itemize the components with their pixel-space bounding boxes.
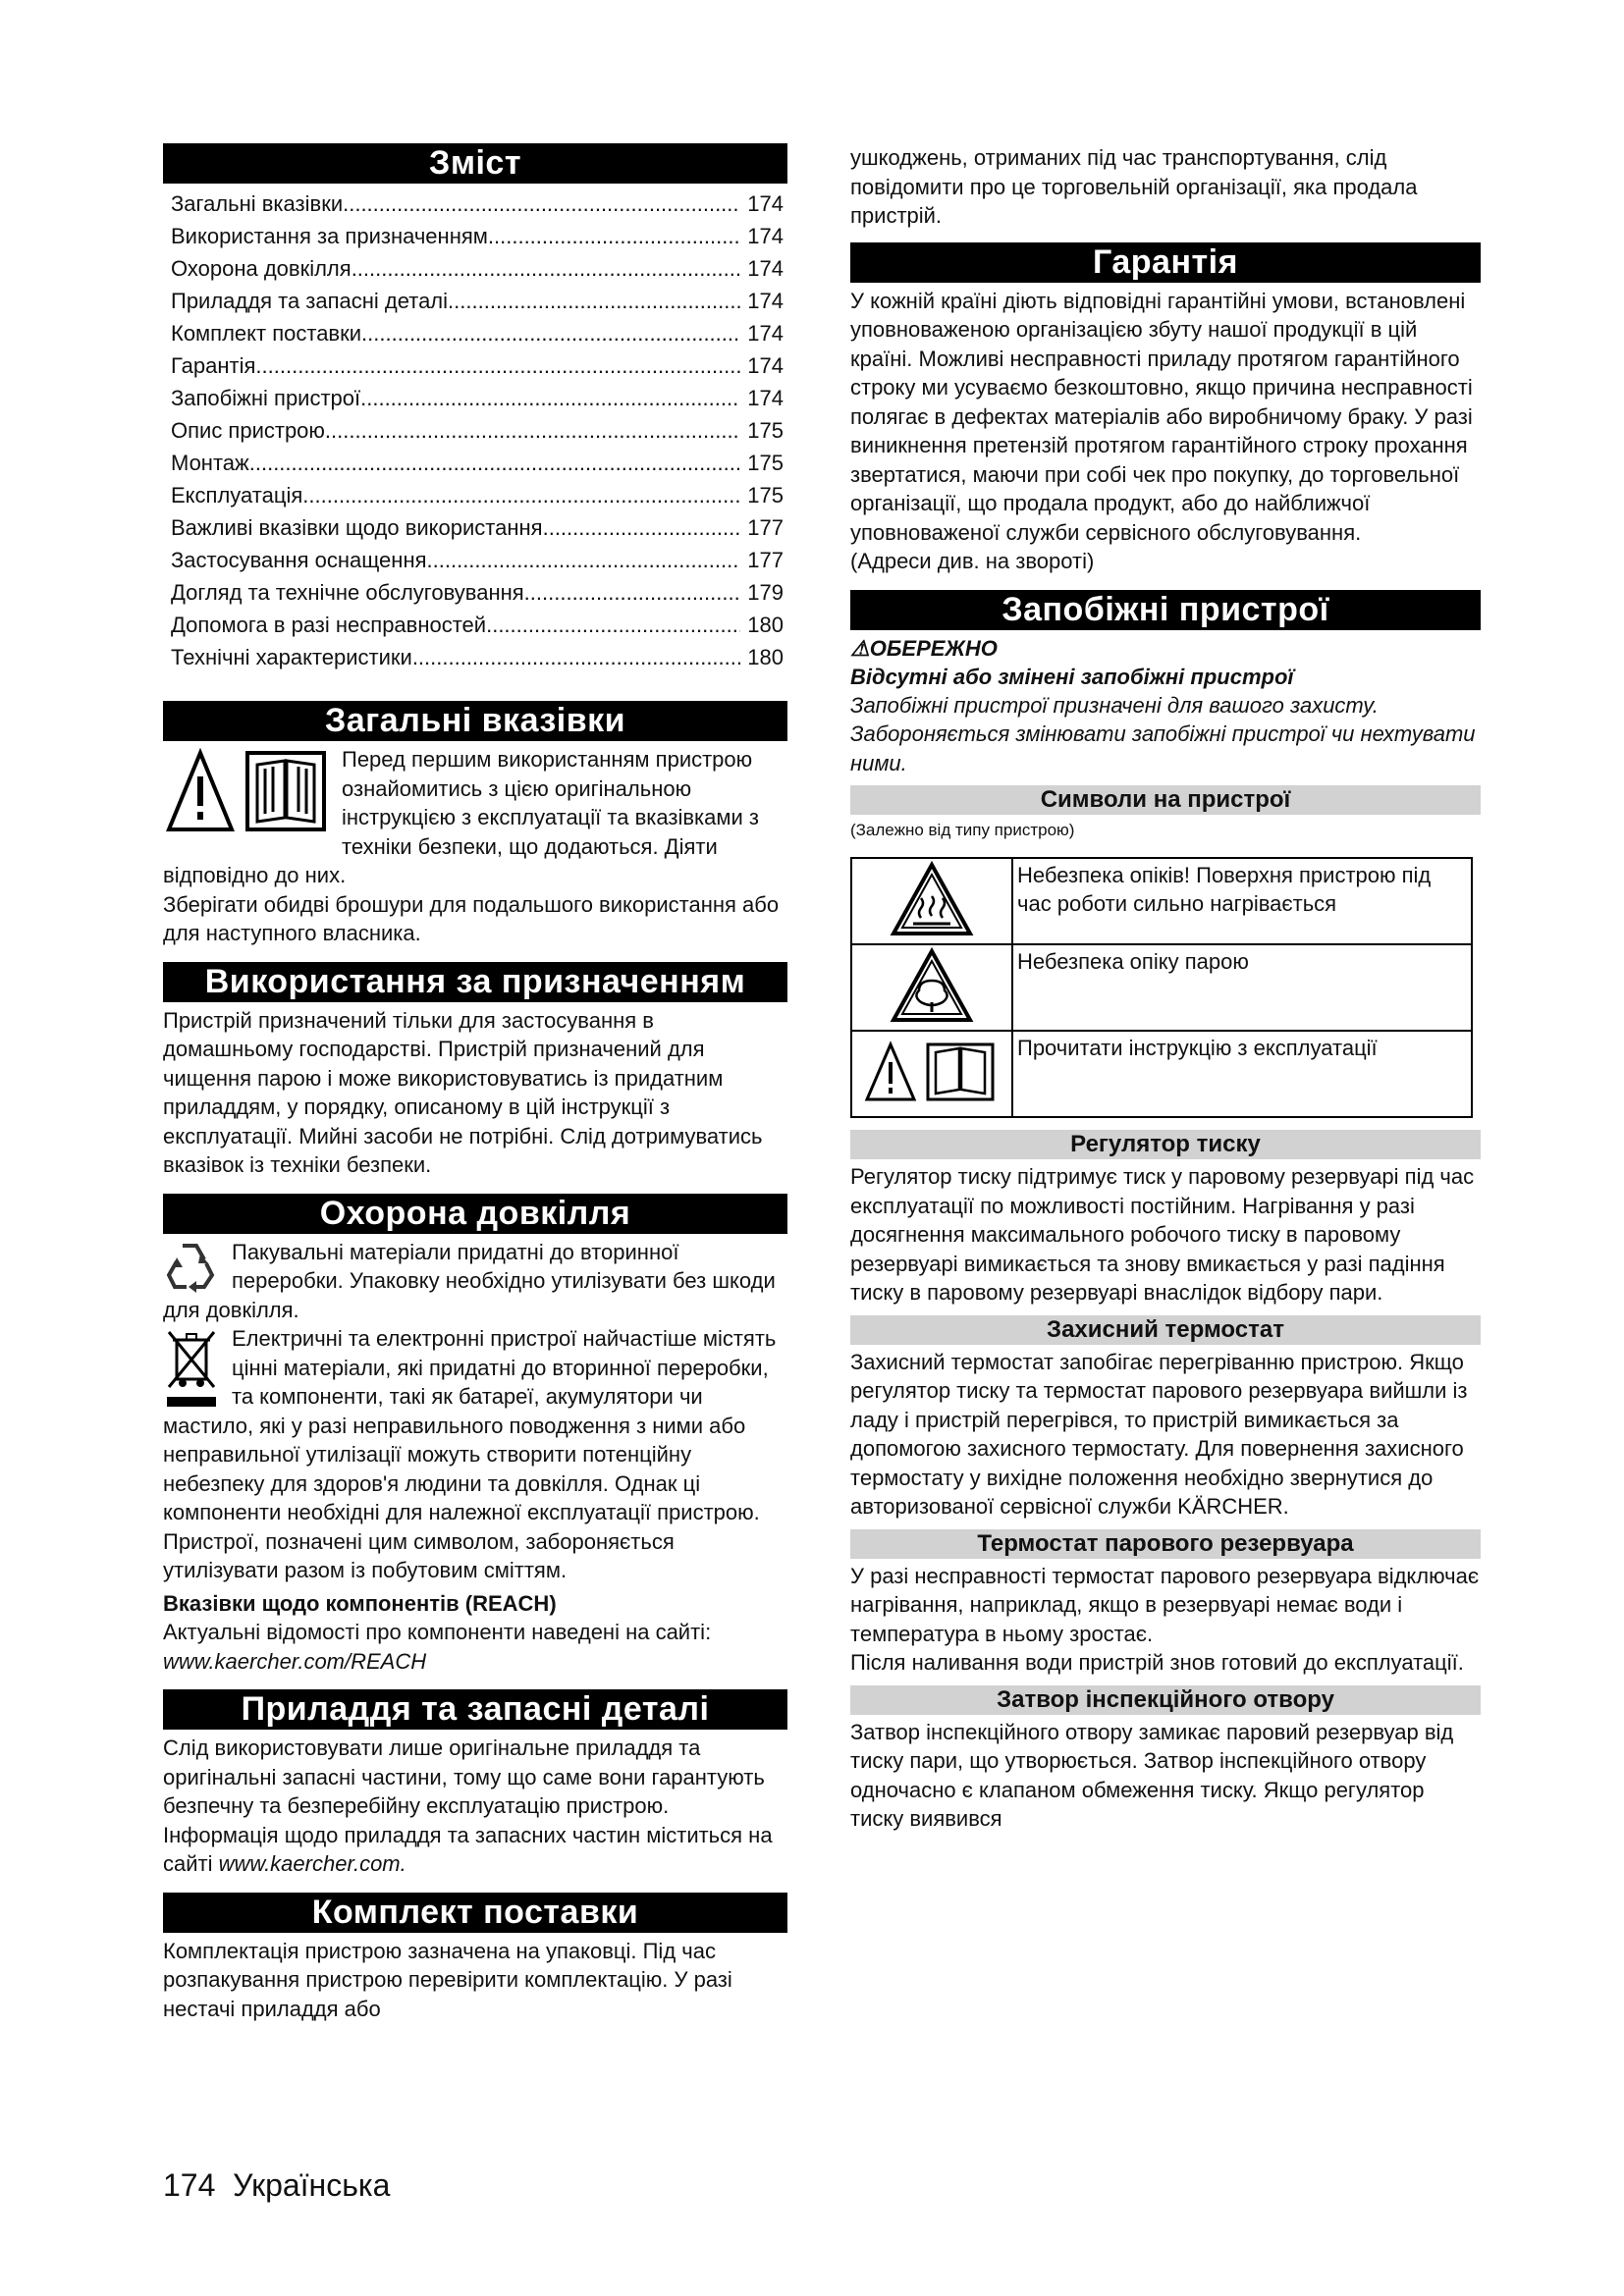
tank-thermostat-text-1: У разі несправності термостат парового резервуара відключає нагрівання, наприклад, якщо в резервуарі немає води і температура в ньому зростає. — [850, 1563, 1480, 1646]
missing-devices-title: Відсутні або змінені запобіжні пристрої — [850, 664, 1294, 689]
general-text-1: Перед першим використанням пристрою ознайомитись з цією оригінальною інструкцією з експлуатації та вказівками з техніки безпеки, що додаються. Діяти відповідно до них. — [163, 747, 759, 887]
safety-text: Запобіжні пристрої призначені для вашого захисту. Забороняється змінювати запобіжні пристрої чи нехтувати ними. — [850, 692, 1476, 775]
weee-bin-icon — [163, 1326, 220, 1411]
toc-label: Комплект поставки — [171, 321, 362, 346]
section-environment — [163, 1194, 787, 1677]
section-warranty — [850, 242, 1481, 576]
general-text-2: Зберігати обидві брошури для подальшого використання або для наступного власника. — [163, 891, 780, 945]
table-row — [851, 858, 1472, 944]
delivery-text: Комплектація пристрою зазначена на упаковці. Під час розпакування пристрою перевірити комплектацію. У разі нестачі приладдя або — [163, 1938, 732, 2021]
tank-thermostat-heading: Термостат парового резервуара — [850, 1529, 1481, 1559]
toc-page-number: 174 — [747, 224, 784, 248]
toc-row[interactable] — [171, 349, 787, 382]
safety-heading: Запобіжні пристрої — [850, 590, 1481, 630]
toc-leader — [427, 544, 740, 576]
recycle-icon — [163, 1238, 220, 1293]
footer-language: Українська — [233, 2167, 391, 2203]
toc-row[interactable] — [171, 285, 787, 317]
caution-text: ОБЕРЕЖНО — [869, 635, 998, 661]
toc-row[interactable] — [171, 609, 787, 641]
toc-page-number: 174 — [747, 289, 784, 313]
caution-label — [850, 634, 1481, 663]
toc-row[interactable] — [171, 447, 787, 479]
section-general — [163, 701, 787, 948]
toc-row[interactable] — [171, 382, 787, 414]
warranty-text: У кожній країні діють відповідні гарантійні умови, встановлені уповноваженою організацією збуту нашої продукції в цій країні. Можливі несправності приладу протягом гарантійного строку ми усуваємо безкоштовно, якщо причина несправності полягає в дефектах матеріалів або виробничому браку. У разі виникнення претензій протягом гарантійного строку прохання звертатися, маючи при собі чек про покупку, до торговельної організації, що продала продукт, або до найближчої уповноваженої служби сервісного обслуговування. — [850, 288, 1473, 545]
toc-leader — [486, 609, 740, 641]
symbols-heading: Символи на пристрої — [850, 785, 1481, 815]
toc-row[interactable] — [171, 544, 787, 576]
accessories-heading: Приладдя та запасні деталі — [163, 1689, 787, 1730]
steam-burn-warning-icon — [890, 947, 974, 1024]
symbol-cell — [851, 944, 1012, 1031]
toc-label: Використання за призначенням — [171, 224, 488, 248]
page-footer — [163, 2167, 390, 2204]
symbol-cell — [851, 1031, 1012, 1117]
toc-leader — [343, 187, 740, 220]
toc-leader — [488, 220, 740, 252]
toc-row[interactable] — [171, 414, 787, 447]
pressure-regulator-text: Регулятор тиску підтримує тиск у паровому резервуарі під час експлуатації по можливості постійним. Нагрівання у разі досягнення максимального робочого тиску в паровому резервуарі вимикається та знову вмикається у разі падіння тиску в паровому резервуарі внаслідок відбору пари. — [850, 1164, 1475, 1305]
toc-row[interactable] — [171, 187, 787, 220]
toc-page-number: 175 — [747, 483, 784, 507]
symbol-text: Прочитати інструкцію з експлуатації — [1012, 1031, 1472, 1117]
tank-thermostat-text-2: Після наливання води пристрій знов готовий до експлуатації. — [850, 1650, 1464, 1675]
reach-text — [163, 1618, 787, 1676]
page-number: 174 — [163, 2167, 216, 2203]
table-row — [851, 944, 1472, 1031]
toc-label: Опис пристрою — [171, 418, 325, 443]
section-safety — [850, 590, 1481, 1834]
symbols-note: (Залежно від типу пристрою) — [850, 821, 1075, 839]
toc-heading: Зміст — [163, 143, 787, 184]
toc-page-number: 174 — [747, 191, 784, 216]
hot-surface-warning-icon — [890, 861, 974, 937]
toc-row[interactable] — [171, 479, 787, 511]
reach-link[interactable]: www.kaercher.com/REACH — [163, 1648, 427, 1674]
pressure-regulator-heading: Регулятор тиску — [850, 1130, 1481, 1159]
toc-label: Догляд та технічне обслуговування — [171, 580, 524, 605]
toc-label: Важливі вказівки щодо використання — [171, 515, 543, 540]
read-manual-icon — [863, 1041, 1001, 1103]
toc-label: Запобіжні пристрої — [171, 386, 361, 410]
toc-leader — [524, 576, 740, 609]
toc-label: Охорона довкілля — [171, 256, 352, 281]
toc-page-number: 174 — [747, 386, 784, 410]
usage-text: Пристрій призначений тільки для застосування в домашньому господарстві. Пристрій призначений для чищення парою і може використовуватись із придатним приладдям, у порядку, описаному в цій інструкції з експлуатації. Мийні засоби не потрібні. Слід дотримуватись вказівок із техніки безпеки. — [163, 1007, 763, 1177]
toc-row[interactable] — [171, 641, 787, 673]
toc-leader — [361, 317, 740, 349]
inspection-lock-heading: Затвор інспекційного отвору — [850, 1685, 1481, 1715]
toc-page-number: 180 — [747, 613, 784, 637]
toc-label: Приладдя та запасні деталі — [171, 289, 449, 313]
environment-text-2: Електричні та електронні пристрої найчастіше містять цінні матеріали, які придатні до вторинної переробки, та компоненти, такі як батареї, акумулятори чи мастило, які у разі неправильного поводження з ними або неправильної утилізації можуть створити потенційну небезпеку для здоров'я людини та довкілля. Однак ці компоненти необхідні для належної експлуатації пристрою. Пристрої, позначені цим символом, забороняється утилізувати разом із побутовим сміттям. — [163, 1326, 777, 1582]
symbol-text: Небезпека опіків! Поверхня пристрою під час роботи сильно нагрівається — [1012, 858, 1472, 944]
toc-leader — [249, 447, 740, 479]
accessories-text-2-body: Інформація щодо приладдя та запасних частин міститься на сайті — [163, 1822, 773, 1876]
toc-row[interactable] — [171, 252, 787, 285]
toc-page-number: 174 — [747, 256, 784, 281]
warranty-heading: Гарантія — [850, 242, 1481, 283]
section-accessories — [163, 1689, 787, 1879]
toc-leader — [255, 349, 740, 382]
caution-triangle-icon: ⚠ — [850, 635, 870, 661]
symbols-table — [850, 857, 1473, 1118]
toc-page-number: 175 — [747, 418, 784, 443]
toc-leader — [412, 641, 740, 673]
environment-heading: Охорона довкілля — [163, 1194, 787, 1234]
delivery-text-continued: ушкоджень, отриманих під час транспортування, слід повідомити про це торговельній організації, яка продала пристрій. — [850, 145, 1418, 228]
toc-page-number: 179 — [747, 580, 784, 605]
table-of-contents — [171, 187, 787, 673]
thermostat-text: Захисний термостат запобігає перегріванню пристрою. Якщо регулятор тиску та термостат парового резервуара вийшли із ладу і пристрій перегрівся, то пристрій вимикається за допомогою захисного термостату. Для повернення захисного термостату у вихідне положення необхідно звернутися до авторизованої сервісної служби KÄRCHER. — [850, 1349, 1468, 1519]
symbol-text: Небезпека опіку парою — [1012, 944, 1472, 1031]
toc-label: Допомога в разі несправностей — [171, 613, 487, 637]
toc-leader — [543, 511, 740, 544]
toc-label: Застосування оснащення — [171, 548, 427, 572]
general-heading: Загальні вказівки — [163, 701, 787, 741]
toc-page-number: 174 — [747, 353, 784, 378]
environment-text-1: Пакувальні матеріали придатні до вторинної переробки. Упаковку необхідно утилізувати без шкоди для довкілля. — [163, 1239, 776, 1322]
toc-leader — [448, 285, 740, 317]
reach-text-body: Актуальні відомості про компоненти наведені на сайті: — [163, 1620, 712, 1644]
symbol-cell — [851, 858, 1012, 944]
toc-page-number: 177 — [747, 515, 784, 540]
toc-row[interactable] — [171, 220, 787, 252]
accessories-link[interactable]: www.kaercher.com. — [218, 1851, 406, 1876]
toc-label: Технічні характеристики — [171, 645, 412, 669]
toc-page-number: 175 — [747, 451, 784, 475]
accessories-text-2 — [163, 1821, 787, 1879]
toc-leader — [352, 252, 740, 285]
toc-leader — [325, 414, 740, 447]
toc-page-number: 180 — [747, 645, 784, 669]
toc-leader — [302, 479, 740, 511]
section-usage — [163, 962, 787, 1180]
toc-row[interactable] — [171, 317, 787, 349]
toc-leader — [360, 382, 740, 414]
reach-heading: Вказівки щодо компонентів (REACH) — [163, 1590, 557, 1616]
toc-page-number: 174 — [747, 321, 784, 346]
toc-label: Експлуатація — [171, 483, 303, 507]
delivery-heading: Комплект поставки — [163, 1893, 787, 1933]
accessories-text-1: Слід використовувати лише оригінальне приладдя та оригінальні запасні частини, тому що саме вони гарантують безпечну та безперебійну експлуатацію пристрою. — [163, 1735, 765, 1818]
table-row — [851, 1031, 1472, 1117]
left-column — [163, 143, 787, 2037]
right-column — [850, 143, 1481, 1847]
toc-label: Загальні вказівки — [171, 191, 344, 216]
section-delivery — [163, 1893, 787, 2024]
thermostat-heading: Захисний термостат — [850, 1315, 1481, 1345]
toc-label: Гарантія — [171, 353, 256, 378]
inspection-lock-text: Затвор інспекційного отвору замикає паровий резервуар від тиску пари, що утворюється. Затвор інспекційного отвору одночасно є клапаном обмеження тиску. Якщо регулятор тиску виявився — [850, 1719, 1454, 1831]
usage-heading: Використання за призначенням — [163, 962, 787, 1002]
read-manual-icon — [163, 747, 330, 837]
toc-row[interactable] — [171, 511, 787, 544]
toc-page-number: 177 — [747, 548, 784, 572]
toc-row[interactable] — [171, 576, 787, 609]
warranty-address: (Адреси див. на звороті) — [850, 549, 1095, 573]
toc-label: Монтаж — [171, 451, 249, 475]
